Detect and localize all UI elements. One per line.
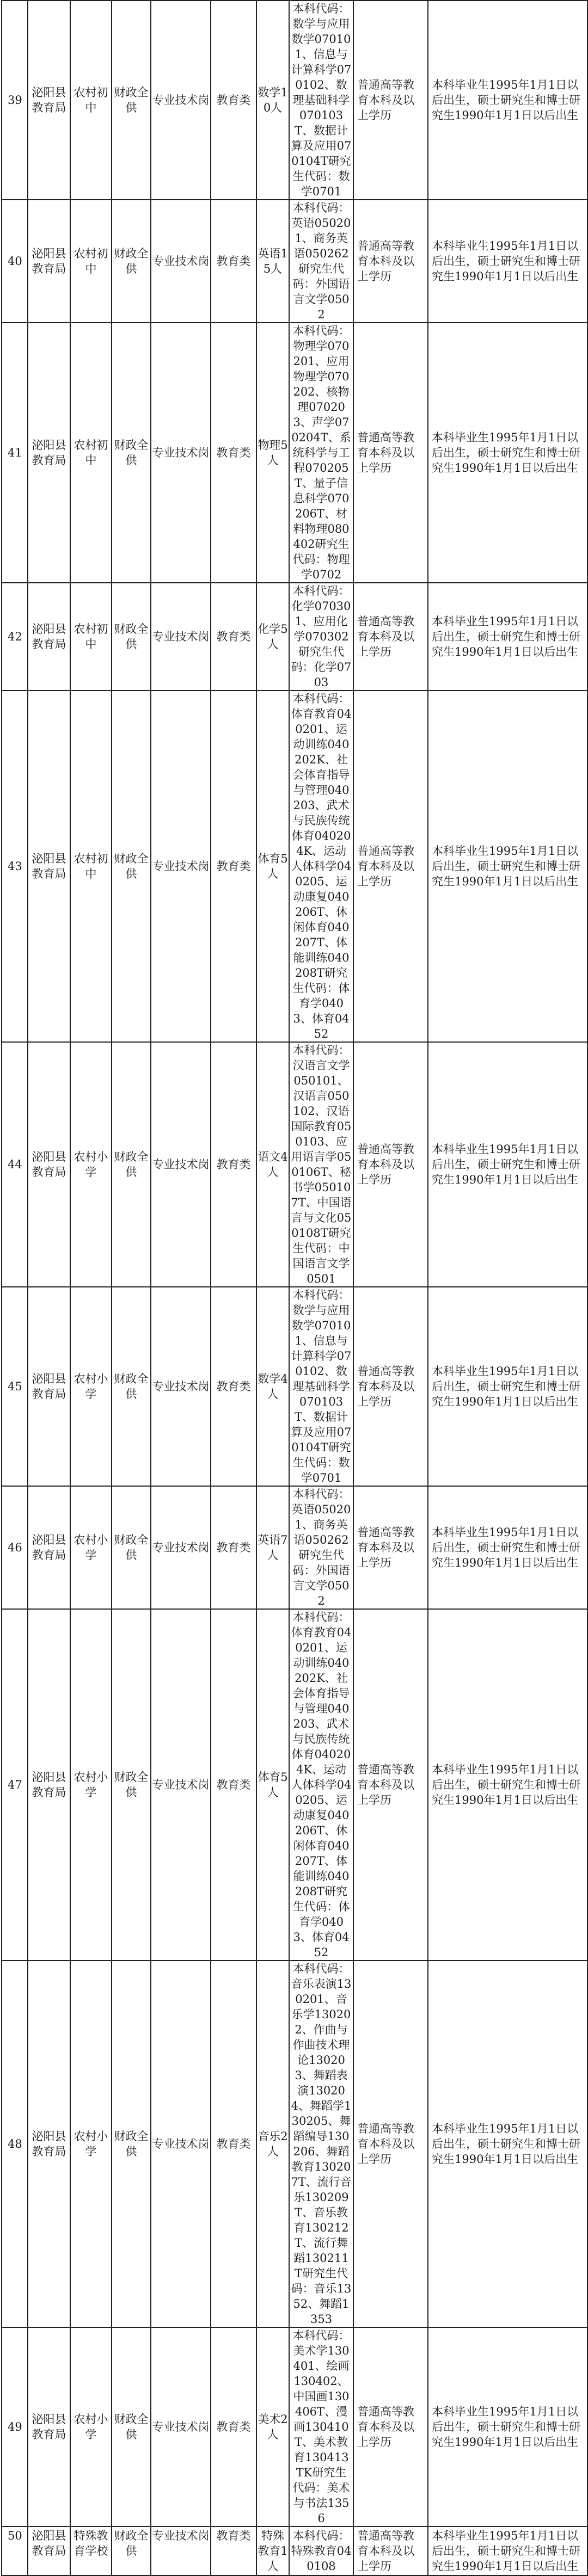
department: 泌阳县教育局: [28, 1486, 70, 1609]
funding-type: 财政全供: [112, 1287, 151, 1486]
department: 泌阳县教育局: [28, 583, 70, 691]
post-type: 专业技术岗: [151, 2526, 211, 2575]
education-requirement: 普通高等教育本科及以上学历: [353, 2327, 428, 2526]
post-category: 教育类: [211, 200, 256, 323]
hiring-unit: 农村小学: [70, 1609, 112, 1961]
position-count: 英语15人: [256, 200, 289, 323]
post-type: 专业技术岗: [151, 1961, 211, 2327]
post-type: 专业技术岗: [151, 691, 211, 1042]
other-requirement: 本科毕业生1995年1月1日以后出生，硕士研究生和博士研究生1990年1月1日以后出生: [428, 1, 587, 200]
major-requirement: 本科代码：音乐表演130201、音乐学130202、作曲与作曲技术理论130203、舞蹈表演130204、舞蹈学130205、舞蹈编导130206、舞蹈教育130207T、流行音乐130209T、音乐教育130212T、流行舞蹈130211T研究生代码：音乐1352、舞蹈1353: [289, 1961, 353, 2327]
other-requirement: 本科毕业生1995年1月1日以后出生，硕士研究生和博士研究生1990年1月1日以后出生: [428, 1486, 587, 1609]
funding-type: 财政全供: [112, 200, 151, 323]
funding-type: 财政全供: [112, 691, 151, 1042]
other-requirement: 本科毕业生1995年1月1日以后出生，硕士研究生和博士研究生1990年1月1日以后出生: [428, 323, 587, 583]
table-row: [2, 1609, 587, 1961]
position-count: 物理5人: [256, 323, 289, 583]
post-type: 专业技术岗: [151, 583, 211, 691]
position-count: 语文4人: [256, 1042, 289, 1287]
post-category: 教育类: [211, 323, 256, 583]
post-type: 专业技术岗: [151, 1486, 211, 1609]
education-requirement: 普通高等教育本科及以上学历: [353, 583, 428, 691]
other-requirement: 本科毕业生1995年1月1日以后出生，硕士研究生和博士研究生1990年1月1日以后出生: [428, 2526, 587, 2575]
table-row: [2, 691, 587, 1042]
post-type: 专业技术岗: [151, 1042, 211, 1287]
department: 泌阳县教育局: [28, 2526, 70, 2575]
post-category: 教育类: [211, 1486, 256, 1609]
major-requirement: 本科代码：英语050201、商务英语050262研究生代码：外国语言文学0502: [289, 200, 353, 323]
major-requirement: 本科代码：化学070301、应用化学070302研究生代码：化学0703: [289, 583, 353, 691]
other-requirement: 本科毕业生1995年1月1日以后出生，硕士研究生和博士研究生1990年1月1日以后出生: [428, 1609, 587, 1961]
education-requirement: 普通高等教育本科及以上学历: [353, 1042, 428, 1287]
department: 泌阳县教育局: [28, 1, 70, 200]
row-number: 40: [2, 200, 28, 323]
hiring-unit: 农村小学: [70, 2327, 112, 2526]
funding-type: 财政全供: [112, 1042, 151, 1287]
education-requirement: 普通高等教育本科及以上学历: [353, 1486, 428, 1609]
hiring-unit: 农村初中: [70, 691, 112, 1042]
funding-type: 财政全供: [112, 323, 151, 583]
major-requirement: 本科代码：汉语言文学050101、汉语言050102、汉语国际教育050103、应用语言学050106T、秘书学050107T、中国语言与文化050108T研究生代码：中国语言文学0501: [289, 1042, 353, 1287]
education-requirement: 普通高等教育本科及以上学历: [353, 691, 428, 1042]
department: 泌阳县教育局: [28, 1961, 70, 2327]
recruitment-table: [1, 0, 588, 2576]
department: 泌阳县教育局: [28, 1609, 70, 1961]
table-row: [2, 323, 587, 583]
other-requirement: 本科毕业生1995年1月1日以后出生，硕士研究生和博士研究生1990年1月1日以后出生: [428, 2327, 587, 2526]
position-count: 英语7人: [256, 1486, 289, 1609]
table-row: [2, 1961, 587, 2327]
other-requirement: 本科毕业生1995年1月1日以后出生，硕士研究生和博士研究生1990年1月1日以后出生: [428, 1961, 587, 2327]
education-requirement: 普通高等教育本科及以上学历: [353, 2526, 428, 2575]
hiring-unit: 农村初中: [70, 1, 112, 200]
post-type: 专业技术岗: [151, 323, 211, 583]
post-type: 专业技术岗: [151, 1287, 211, 1486]
position-count: 数学10人: [256, 1, 289, 200]
major-requirement: 本科代码：美术学130401、绘画130402、中国画130406T、漫画130410T、美术教育130413TK研究生代码：美术与书法1356: [289, 2327, 353, 2526]
department: 泌阳县教育局: [28, 1042, 70, 1287]
post-category: 教育类: [211, 1609, 256, 1961]
other-requirement: 本科毕业生1995年1月1日以后出生，硕士研究生和博士研究生1990年1月1日以后出生: [428, 200, 587, 323]
table-row: [2, 583, 587, 691]
hiring-unit: 特殊教育学校: [70, 2526, 112, 2575]
hiring-unit: 农村小学: [70, 1287, 112, 1486]
post-category: 教育类: [211, 583, 256, 691]
hiring-unit: 农村初中: [70, 583, 112, 691]
funding-type: 财政全供: [112, 1609, 151, 1961]
department: 泌阳县教育局: [28, 323, 70, 583]
position-count: 体育5人: [256, 691, 289, 1042]
major-requirement: 本科代码：特殊教育040108: [289, 2526, 353, 2575]
funding-type: 财政全供: [112, 2526, 151, 2575]
education-requirement: 普通高等教育本科及以上学历: [353, 200, 428, 323]
table-row: [2, 1486, 587, 1609]
row-number: 50: [2, 2526, 28, 2575]
row-number: 39: [2, 1, 28, 200]
department: 泌阳县教育局: [28, 2327, 70, 2526]
table-row: [2, 2526, 587, 2575]
post-category: 教育类: [211, 691, 256, 1042]
row-number: 47: [2, 1609, 28, 1961]
department: 泌阳县教育局: [28, 200, 70, 323]
row-number: 41: [2, 323, 28, 583]
post-category: 教育类: [211, 2526, 256, 2575]
position-count: 美术2人: [256, 2327, 289, 2526]
education-requirement: 普通高等教育本科及以上学历: [353, 1961, 428, 2327]
table-row: [2, 1287, 587, 1486]
major-requirement: 本科代码：物理学070201、应用物理学070202、核物理070203、声学070204T、系统科学与工程070205T、量子信息科学070206T、材料物理080402研究生代码：物理学0702: [289, 323, 353, 583]
row-number: 43: [2, 691, 28, 1042]
hiring-unit: 农村小学: [70, 1961, 112, 2327]
other-requirement: 本科毕业生1995年1月1日以后出生，硕士研究生和博士研究生1990年1月1日以后出生: [428, 691, 587, 1042]
other-requirement: 本科毕业生1995年1月1日以后出生，硕士研究生和博士研究生1990年1月1日以后出生: [428, 1287, 587, 1486]
education-requirement: 普通高等教育本科及以上学历: [353, 323, 428, 583]
hiring-unit: 农村小学: [70, 1042, 112, 1287]
row-number: 44: [2, 1042, 28, 1287]
major-requirement: 本科代码：体育教育040201、运动训练040202K、社会体育指导与管理040203、武术与民族传统体育040204K、运动人体科学040205、运动康复040206T、休闲体育040207T、体能训练040208T研究生代码：体育学0403、体育0452: [289, 691, 353, 1042]
row-number: 46: [2, 1486, 28, 1609]
post-category: 教育类: [211, 1287, 256, 1486]
table-row: [2, 2327, 587, 2526]
position-count: 数学4人: [256, 1287, 289, 1486]
funding-type: 财政全供: [112, 1, 151, 200]
major-requirement: 本科代码：体育教育040201、运动训练040202K、社会体育指导与管理040203、武术与民族传统体育040204K、运动人体科学040205、运动康复040206T、休闲体育040207T、体能训练040208T研究生代码：体育学0403、体育0452: [289, 1609, 353, 1961]
row-number: 42: [2, 583, 28, 691]
post-type: 专业技术岗: [151, 2327, 211, 2526]
post-category: 教育类: [211, 1, 256, 200]
position-count: 体育5人: [256, 1609, 289, 1961]
row-number: 45: [2, 1287, 28, 1486]
major-requirement: 本科代码：数学与应用数学070101、信息与计算科学070102、数理基础科学070103T、数据计算及应用070104T研究生代码：数学0701: [289, 1, 353, 200]
hiring-unit: 农村小学: [70, 1486, 112, 1609]
position-count: 特殊教育1人: [256, 2526, 289, 2575]
position-count: 音乐2人: [256, 1961, 289, 2327]
other-requirement: 本科毕业生1995年1月1日以后出生，硕士研究生和博士研究生1990年1月1日以后出生: [428, 1042, 587, 1287]
education-requirement: 普通高等教育本科及以上学历: [353, 1609, 428, 1961]
hiring-unit: 农村初中: [70, 323, 112, 583]
other-requirement: 本科毕业生1995年1月1日以后出生，硕士研究生和博士研究生1990年1月1日以后出生: [428, 583, 587, 691]
hiring-unit: 农村初中: [70, 200, 112, 323]
major-requirement: 本科代码：英语050201、商务英语050262研究生代码：外国语言文学0502: [289, 1486, 353, 1609]
row-number: 48: [2, 1961, 28, 2327]
funding-type: 财政全供: [112, 583, 151, 691]
major-requirement: 本科代码：数学与应用数学070101、信息与计算科学070102、数理基础科学070103T、数据计算及应用070104T研究生代码：数学0701: [289, 1287, 353, 1486]
funding-type: 财政全供: [112, 2327, 151, 2526]
post-category: 教育类: [211, 1961, 256, 2327]
post-category: 教育类: [211, 2327, 256, 2526]
education-requirement: 普通高等教育本科及以上学历: [353, 1, 428, 200]
position-count: 化学5人: [256, 583, 289, 691]
table-row: [2, 1042, 587, 1287]
post-category: 教育类: [211, 1042, 256, 1287]
department: 泌阳县教育局: [28, 691, 70, 1042]
education-requirement: 普通高等教育本科及以上学历: [353, 1287, 428, 1486]
department: 泌阳县教育局: [28, 1287, 70, 1486]
funding-type: 财政全供: [112, 1961, 151, 2327]
table-row: [2, 1, 587, 200]
post-type: 专业技术岗: [151, 200, 211, 323]
post-type: 专业技术岗: [151, 1609, 211, 1961]
row-number: 49: [2, 2327, 28, 2526]
table-row: [2, 200, 587, 323]
funding-type: 财政全供: [112, 1486, 151, 1609]
post-type: 专业技术岗: [151, 1, 211, 200]
